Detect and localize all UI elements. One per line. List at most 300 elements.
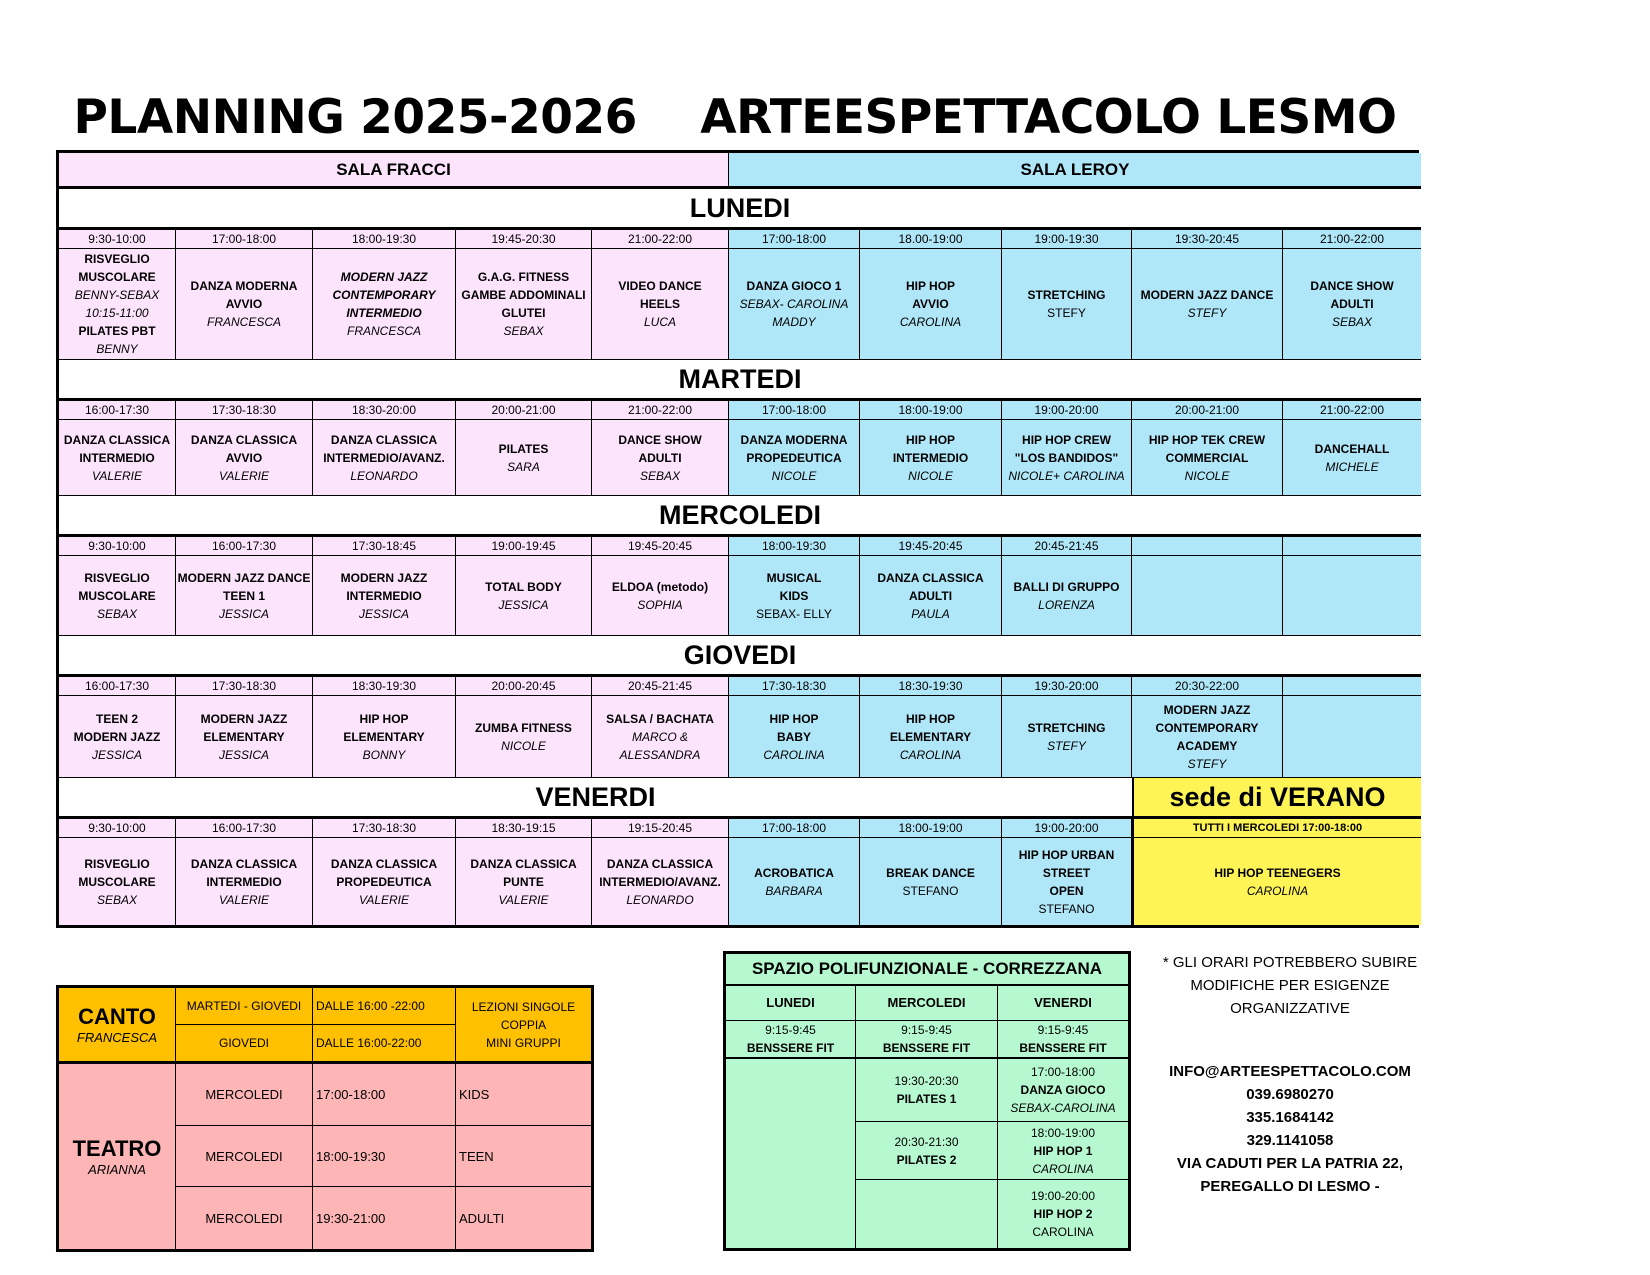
contact-phone[interactable]: 039.6980270 bbox=[1246, 1086, 1334, 1103]
class-line: HIP HOP TEK CREW bbox=[1148, 432, 1266, 447]
class-line: JESSICA bbox=[91, 747, 142, 762]
class-line: MODERN JAZZ DANCE bbox=[177, 570, 311, 585]
time-slot bbox=[1002, 819, 1132, 838]
class-line: STEFY bbox=[1187, 756, 1227, 771]
time-slot bbox=[1132, 401, 1283, 420]
slot-class: DANZA GIOCO bbox=[1020, 1083, 1106, 1097]
class-line: CONTEMPORARY bbox=[332, 288, 436, 302]
time-label: 17:00-18:00 bbox=[761, 232, 827, 246]
class-line: PUNTE bbox=[503, 874, 544, 889]
spazio-mercoledi-class: BENSSERE FIT bbox=[882, 1041, 971, 1055]
canto-hours-2: DALLE 16:00-22:00 bbox=[313, 1025, 456, 1064]
time-slot bbox=[313, 230, 456, 249]
class-line: AVVIO bbox=[225, 450, 263, 465]
class-line: STEFY bbox=[1047, 306, 1086, 320]
class-line: JESSICA bbox=[218, 747, 269, 762]
time-label: 21:00-22:00 bbox=[1319, 232, 1385, 246]
class-line: HIP HOP bbox=[905, 432, 956, 447]
class-line: MUSCOLARE bbox=[78, 270, 156, 284]
time-label: 18:00-19:30 bbox=[351, 232, 417, 246]
teatro-hours-1: 17:00-18:00 bbox=[313, 1064, 456, 1126]
time-label: 19:30-20:00 bbox=[1034, 679, 1099, 693]
time-label: 19:30-20:45 bbox=[1174, 232, 1240, 246]
class-line: DANZA MODERNA bbox=[190, 279, 298, 293]
time-label: 17:30-18:30 bbox=[211, 403, 277, 417]
contact-address: VIA CADUTI PER LA PATRIA 22, bbox=[1176, 1155, 1404, 1172]
class-line: RISVEGLIO bbox=[84, 570, 150, 585]
class-line: MUSCOLARE bbox=[78, 588, 156, 603]
class-line: INTERMEDIO bbox=[206, 874, 282, 889]
time-slot bbox=[313, 819, 456, 838]
class-cell bbox=[456, 249, 592, 360]
class-cell bbox=[860, 838, 1002, 925]
teatro-day-1: MERCOLEDI bbox=[176, 1064, 313, 1126]
class-line: HEELS bbox=[639, 297, 680, 311]
time-slot bbox=[729, 401, 860, 420]
class-line: TOTAL BODY bbox=[485, 579, 562, 594]
time-slot bbox=[176, 401, 313, 420]
class-cell bbox=[176, 556, 313, 636]
time-slot bbox=[313, 401, 456, 420]
spazio-lunedi-class: BENSSERE FIT bbox=[746, 1041, 835, 1055]
spazio-venerdi-slot-3 bbox=[998, 1180, 1128, 1248]
class-cell bbox=[1132, 696, 1283, 778]
class-line: HIP HOP CREW bbox=[1022, 432, 1111, 447]
class-cell bbox=[1002, 838, 1132, 925]
time-label: 19:45-20:45 bbox=[898, 539, 963, 553]
class-cell bbox=[592, 838, 729, 925]
spazio-mercoledi-slot-2 bbox=[856, 1122, 998, 1180]
class-line: MODERN JAZZ bbox=[340, 270, 428, 284]
class-line: SEBAX- CAROLINA bbox=[739, 297, 849, 311]
class-line: NICOLE+ CAROLINA bbox=[1008, 468, 1125, 483]
time-slot bbox=[1132, 230, 1283, 249]
class-line: INTERMEDIO bbox=[79, 450, 155, 465]
class-line: ZUMBA FITNESS bbox=[475, 720, 572, 735]
canto-type-couple: COPPIA bbox=[500, 1017, 547, 1032]
spazio-title: SPAZIO POLIFUNZIONALE - CORREZZANA bbox=[726, 954, 1128, 986]
time-label: 17:30-18:45 bbox=[351, 539, 417, 553]
class-line: INTERMEDIO/AVANZ. bbox=[599, 874, 721, 889]
class-line: JESSICA bbox=[218, 606, 269, 621]
class-line: SEBAX bbox=[96, 606, 138, 621]
class-line: MUSCOLARE bbox=[78, 874, 156, 889]
sala-fracci-header bbox=[59, 153, 729, 189]
class-line: INTERMEDIO/AVANZ. bbox=[323, 450, 445, 465]
time-label: 16:00-17:30 bbox=[211, 539, 277, 553]
class-line: HIP HOP bbox=[769, 711, 819, 726]
spazio-mercoledi-morning bbox=[856, 1021, 998, 1059]
time-slot bbox=[59, 677, 176, 696]
class-line: 10:15-11:00 bbox=[85, 306, 149, 320]
class-line: MODERN JAZZ bbox=[200, 711, 288, 726]
time-label: 19:00-19:45 bbox=[491, 539, 556, 553]
class-line: STRETCHING bbox=[1027, 720, 1106, 735]
class-line: BENNY-SEBAX bbox=[74, 288, 160, 302]
class-cell bbox=[860, 556, 1002, 636]
class-line: VALERIE bbox=[91, 468, 143, 483]
class-cell bbox=[456, 556, 592, 636]
spazio-lunedi-empty bbox=[726, 1059, 856, 1248]
class-line: BONNY bbox=[362, 747, 406, 762]
class-cell bbox=[1002, 556, 1132, 636]
time-slot bbox=[313, 677, 456, 696]
time-label: 20:00-20:45 bbox=[491, 679, 556, 693]
class-line: STEFANO bbox=[1038, 901, 1095, 916]
time-label: 18.00-19:00 bbox=[898, 232, 963, 246]
class-line: SARA bbox=[507, 459, 540, 474]
class-line: ACADEMY bbox=[1176, 738, 1238, 753]
teatro-hours-2: 18:00-19:30 bbox=[313, 1126, 456, 1187]
class-cell bbox=[176, 420, 313, 496]
class-cell bbox=[1132, 420, 1283, 496]
time-label: 19:45-20:45 bbox=[627, 539, 693, 553]
time-slot bbox=[860, 230, 1002, 249]
class-line: DANCEHALL bbox=[1314, 441, 1390, 456]
class-line: ELEMENTARY bbox=[203, 729, 285, 744]
time-slot bbox=[59, 819, 176, 838]
class-line: INTERMEDIO bbox=[892, 450, 969, 465]
class-cell bbox=[860, 420, 1002, 496]
time-label: 21:00-22:00 bbox=[627, 403, 693, 417]
class-line: VALERIE bbox=[218, 892, 270, 907]
time-slot bbox=[59, 537, 176, 556]
class-line: BARBARA bbox=[765, 883, 823, 898]
class-cell bbox=[860, 696, 1002, 778]
time-slot bbox=[1132, 537, 1283, 556]
time-label: 20:00-21:00 bbox=[1174, 403, 1240, 417]
class-line: NICOLE bbox=[771, 468, 817, 483]
time-slot bbox=[592, 401, 729, 420]
time-label: 16:00-17:30 bbox=[84, 403, 150, 417]
time-slot bbox=[592, 677, 729, 696]
class-line: LORENZA bbox=[1038, 597, 1095, 612]
canto-type-single: LEZIONI SINGOLE bbox=[471, 999, 576, 1014]
class-cell bbox=[456, 420, 592, 496]
spazio-lunedi-time: 9:15-9:45 bbox=[765, 1023, 816, 1037]
class-line: ADULTI bbox=[1330, 297, 1374, 311]
class-line: INTERMEDIO bbox=[346, 588, 422, 603]
teatro-day-3: MERCOLEDI bbox=[176, 1187, 313, 1249]
class-cell bbox=[592, 420, 729, 496]
class-cell bbox=[729, 556, 860, 636]
verano-class-cell bbox=[1132, 838, 1421, 925]
class-cell bbox=[176, 249, 313, 360]
spazio-mercoledi-slot-1 bbox=[856, 1059, 998, 1122]
canto-type-group: MINI GRUPPI bbox=[486, 1035, 561, 1050]
time-slot bbox=[59, 230, 176, 249]
time-label: 16:00-17:30 bbox=[84, 679, 150, 693]
class-line: TEEN 1 bbox=[222, 588, 265, 603]
class-cell bbox=[1283, 556, 1421, 636]
time-slot bbox=[176, 537, 313, 556]
class-line: MUSICAL bbox=[766, 570, 822, 585]
time-label: 21:00-22:00 bbox=[1319, 403, 1385, 417]
class-line: HIP HOP bbox=[359, 711, 409, 726]
class-line: JESSICA bbox=[358, 606, 409, 621]
class-line: CAROLINA bbox=[899, 747, 962, 762]
contact-phone[interactable]: 329.1141058 bbox=[1246, 1132, 1334, 1149]
time-slot bbox=[729, 677, 860, 696]
class-cell bbox=[313, 696, 456, 778]
class-line: NICOLE bbox=[908, 468, 953, 483]
time-label: 19:45-20:30 bbox=[491, 232, 556, 246]
class-cell bbox=[729, 420, 860, 496]
class-line: "LOS BANDIDOS" bbox=[1014, 450, 1119, 465]
sala-fracci-label: SALA FRACCI bbox=[336, 159, 451, 179]
day-header-lunedi bbox=[59, 189, 1421, 230]
sala-leroy-header bbox=[729, 153, 1421, 189]
contact-phone[interactable]: 335.1684142 bbox=[1246, 1109, 1334, 1126]
time-label: 20:30-22:00 bbox=[1174, 679, 1240, 693]
time-label: 19:00-19:30 bbox=[1034, 232, 1099, 246]
time-label: 17:00-18:00 bbox=[211, 232, 277, 246]
class-line: DANZA CLASSICA bbox=[470, 856, 577, 871]
class-cell bbox=[176, 696, 313, 778]
time-label: 9:30-10:00 bbox=[88, 539, 146, 553]
teatro-heading bbox=[59, 1064, 176, 1249]
class-line: DANZA CLASSICA bbox=[190, 856, 298, 871]
time-slot bbox=[456, 401, 592, 420]
class-line: LUCA bbox=[643, 315, 676, 329]
class-line: SEBAX bbox=[639, 468, 681, 483]
class-line: ELEMENTARY bbox=[889, 729, 972, 744]
time-slot bbox=[592, 537, 729, 556]
spazio-lunedi-morning bbox=[726, 1021, 856, 1059]
spazio-polifunzionale-table bbox=[723, 951, 1131, 1251]
class-line: AVVIO bbox=[225, 297, 263, 311]
class-line: PROPEDEUTICA bbox=[336, 874, 432, 889]
note-line: ORGANIZZATIVE bbox=[1230, 1000, 1350, 1017]
time-slot bbox=[1283, 401, 1421, 420]
time-label: 17:30-18:30 bbox=[761, 679, 827, 693]
slot-time: 19:30-20:30 bbox=[894, 1074, 959, 1088]
canto-days-1: MARTEDI - GIOVEDI bbox=[176, 988, 313, 1025]
class-cell bbox=[592, 696, 729, 778]
time-label: 20:45-21:45 bbox=[627, 679, 693, 693]
class-line: MODERN JAZZ bbox=[73, 729, 161, 744]
contact-email[interactable]: INFO@ARTEESPETTACOLO.COM bbox=[1169, 1063, 1411, 1080]
class-line: PROPEDEUTICA bbox=[746, 450, 842, 465]
class-line: DANZA MODERNA bbox=[740, 432, 848, 447]
class-line: MODERN JAZZ DANCE bbox=[1140, 288, 1274, 302]
canto-hours-1: DALLE 16:00 -22:00 bbox=[313, 988, 456, 1025]
class-cell bbox=[313, 838, 456, 925]
time-label: 18:30-19:30 bbox=[351, 679, 417, 693]
time-slot bbox=[860, 401, 1002, 420]
teatro-group-3: ADULTI bbox=[456, 1187, 591, 1249]
class-line: DANZA CLASSICA bbox=[330, 856, 438, 871]
contact-address: PEREGALLO DI LESMO - bbox=[1200, 1178, 1380, 1195]
spazio-day-lunedi: LUNEDI bbox=[726, 986, 856, 1021]
verano-title: sede di VERANO bbox=[1169, 782, 1386, 812]
time-slot bbox=[456, 230, 592, 249]
class-line: COMMERCIAL bbox=[1165, 450, 1249, 465]
class-line: KIDS bbox=[779, 588, 809, 603]
teatro-hours-3: 19:30-21:00 bbox=[313, 1187, 456, 1249]
class-line: VIDEO DANCE bbox=[618, 279, 702, 293]
class-line: LEONARDO bbox=[626, 892, 694, 907]
time-label: 18:00-19:00 bbox=[898, 403, 963, 417]
time-label: 19:00-20:00 bbox=[1034, 821, 1099, 835]
time-slot bbox=[1283, 537, 1421, 556]
time-label: 20:45-21:45 bbox=[1034, 539, 1099, 553]
time-label: 18:00-19:00 bbox=[898, 821, 963, 835]
class-line: ELDOA (metodo) bbox=[611, 579, 709, 594]
class-line: AVVIO bbox=[912, 297, 949, 311]
class-line: VALERIE bbox=[498, 892, 549, 907]
spazio-venerdi-morning bbox=[998, 1021, 1128, 1059]
class-line: CAROLINA bbox=[763, 747, 825, 762]
time-slot bbox=[456, 537, 592, 556]
verano-time bbox=[1132, 819, 1421, 838]
class-cell bbox=[59, 249, 176, 360]
time-slot bbox=[313, 537, 456, 556]
class-cell bbox=[456, 696, 592, 778]
verano-teacher: CAROLINA bbox=[1246, 883, 1309, 898]
slot-class: PILATES 1 bbox=[896, 1092, 957, 1106]
class-line: JESSICA bbox=[498, 597, 549, 612]
class-line: GLUTEI bbox=[501, 306, 546, 320]
time-slot bbox=[860, 677, 1002, 696]
class-line: SOPHIA bbox=[637, 597, 683, 612]
time-label: 9:30-10:00 bbox=[88, 821, 146, 835]
day-header-venerdi bbox=[59, 778, 1132, 819]
class-line: DANCE SHOW bbox=[1310, 279, 1394, 293]
time-slot bbox=[59, 401, 176, 420]
class-line: RISVEGLIO bbox=[84, 252, 150, 266]
spazio-venerdi-slot-2 bbox=[998, 1122, 1128, 1180]
class-line: ADULTI bbox=[638, 450, 682, 465]
class-line: BENNY bbox=[96, 342, 138, 356]
time-slot bbox=[176, 230, 313, 249]
class-line: SALSA / BACHATA bbox=[606, 711, 714, 726]
class-line: SEBAX bbox=[1331, 315, 1373, 329]
teatro-title: TEATRO bbox=[72, 1136, 162, 1161]
verano-class: HIP HOP TEENEGERS bbox=[1214, 865, 1341, 880]
verano-time-label: TUTTI I MERCOLEDI 17:00-18:00 bbox=[1192, 822, 1363, 834]
class-line: SEBAX bbox=[96, 892, 138, 907]
verano-header bbox=[1132, 778, 1421, 819]
time-slot bbox=[1002, 537, 1132, 556]
slot-class: PILATES 2 bbox=[896, 1152, 957, 1167]
day-header-mercoledi bbox=[59, 496, 1421, 537]
slot-teacher: CAROLINA bbox=[1032, 1161, 1094, 1176]
time-label: 17:00-18:00 bbox=[761, 821, 827, 835]
time-label: 16:00-17:30 bbox=[211, 821, 277, 835]
day-label: MARTEDI bbox=[678, 364, 802, 394]
class-cell bbox=[1002, 420, 1132, 496]
class-line: CAROLINA bbox=[899, 315, 962, 329]
slot-class: HIP HOP 1 bbox=[1033, 1143, 1093, 1158]
class-line: INTERMEDIO bbox=[346, 306, 422, 320]
class-line: BREAK DANCE bbox=[886, 865, 975, 880]
class-line: ADULTI bbox=[908, 588, 953, 603]
canto-heading bbox=[59, 988, 176, 1064]
weekly-schedule-grid bbox=[56, 150, 1419, 928]
spazio-day-mercoledi: MERCOLEDI bbox=[856, 986, 998, 1021]
class-line: DANZA CLASSICA bbox=[330, 432, 438, 447]
time-slot bbox=[456, 819, 592, 838]
class-line: GAMBE ADDOMINALI bbox=[461, 288, 586, 302]
note-line: MODIFICHE PER ESIGENZE bbox=[1190, 977, 1390, 994]
class-line: HIP HOP URBAN bbox=[1018, 847, 1115, 862]
class-cell bbox=[1283, 420, 1421, 496]
time-label: 20:00-21:00 bbox=[491, 403, 556, 417]
class-cell bbox=[1002, 696, 1132, 778]
class-cell bbox=[59, 838, 176, 925]
class-cell bbox=[1132, 249, 1283, 360]
class-line: NICOLE bbox=[1184, 468, 1230, 483]
schedule-notes bbox=[1140, 951, 1440, 1020]
slot-time: 19:00-20:00 bbox=[1030, 1189, 1096, 1203]
slot-teacher: CAROLINA bbox=[1032, 1225, 1094, 1239]
time-slot bbox=[729, 537, 860, 556]
class-cell bbox=[1132, 556, 1283, 636]
class-line: HIP HOP bbox=[905, 279, 956, 293]
time-label: 18:00-19:30 bbox=[761, 539, 827, 553]
slot-time: 17:00-18:00 bbox=[1030, 1065, 1096, 1079]
class-line: CONTEMPORARY bbox=[1155, 720, 1259, 735]
time-slot bbox=[1002, 677, 1132, 696]
class-cell bbox=[729, 838, 860, 925]
time-label: 18:30-19:30 bbox=[898, 679, 963, 693]
class-line: STRETCHING bbox=[1027, 288, 1106, 302]
class-cell bbox=[59, 420, 176, 496]
class-line: VALERIE bbox=[218, 468, 270, 483]
class-line: FRANCESCA bbox=[206, 315, 281, 329]
class-line: ELEMENTARY bbox=[343, 729, 425, 744]
time-slot bbox=[176, 677, 313, 696]
class-line: STEFANO bbox=[902, 883, 959, 898]
class-line: MODERN JAZZ bbox=[1163, 702, 1251, 717]
sala-leroy-label: SALA LEROY bbox=[1020, 159, 1130, 179]
class-cell bbox=[860, 249, 1002, 360]
page-title: PLANNING 2025-2026 ARTEESPETTACOLO LESMO bbox=[73, 90, 1397, 145]
day-label: LUNEDI bbox=[689, 193, 791, 223]
class-cell bbox=[729, 249, 860, 360]
time-slot bbox=[456, 677, 592, 696]
time-label: 18:30-19:15 bbox=[491, 821, 556, 835]
class-line: MODERN JAZZ bbox=[340, 570, 428, 585]
class-line: ACROBATICA bbox=[754, 865, 834, 880]
spazio-day-venerdi: VENERDI bbox=[998, 986, 1128, 1021]
day-label: VENERDI bbox=[535, 782, 656, 812]
class-line: SEBAX- ELLY bbox=[756, 606, 832, 621]
note-line: * GLI ORARI POTREBBERO SUBIRE bbox=[1162, 954, 1418, 971]
class-line: LEONARDO bbox=[350, 468, 418, 483]
class-line: NICOLE bbox=[501, 738, 546, 753]
time-slot bbox=[1002, 230, 1132, 249]
time-slot bbox=[176, 819, 313, 838]
canto-lesson-types bbox=[456, 988, 591, 1064]
class-line: TEEN 2 bbox=[95, 711, 138, 726]
class-line: PILATES bbox=[498, 441, 549, 456]
teatro-group-1: KIDS bbox=[456, 1064, 591, 1126]
class-line: STEFY bbox=[1047, 738, 1086, 753]
canto-days-2: GIOVEDI bbox=[176, 1025, 313, 1064]
class-cell bbox=[176, 838, 313, 925]
spazio-venerdi-class: BENSSERE FIT bbox=[1019, 1041, 1107, 1055]
time-label: 9:30-10:00 bbox=[88, 232, 146, 246]
canto-teacher: FRANCESCA bbox=[76, 1030, 158, 1045]
teatro-day-2: MERCOLEDI bbox=[176, 1126, 313, 1187]
time-label: 21:00-22:00 bbox=[627, 232, 693, 246]
slot-class: HIP HOP 2 bbox=[1033, 1207, 1093, 1221]
class-line: DANZA CLASSICA bbox=[63, 432, 171, 447]
day-header-giovedi bbox=[59, 636, 1421, 677]
time-label: 18:30-20:00 bbox=[351, 403, 417, 417]
